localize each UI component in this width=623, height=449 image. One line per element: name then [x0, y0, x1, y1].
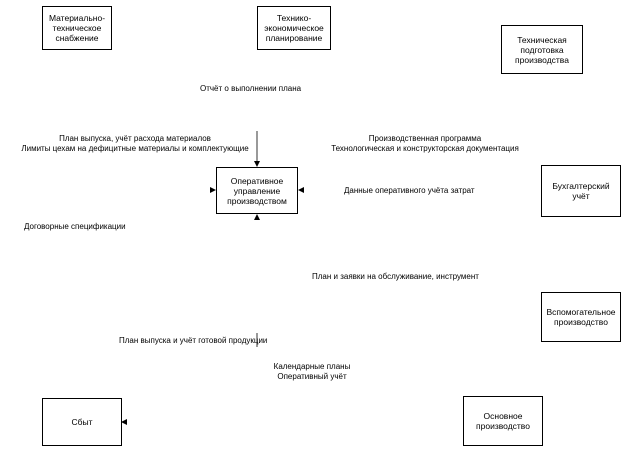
label-report: Отчёт о выполнении плана — [200, 84, 302, 93]
label-service-plan: План и заявки на обслуживание, инструмент — [312, 272, 479, 281]
box-vsp — [541, 292, 621, 342]
label-calendar: Календарные планы Оперативный учёт — [273, 362, 351, 381]
box-vsp-label: Вспомогательное производство — [546, 307, 616, 327]
box-oup-label: Оперативное управление производством — [227, 175, 287, 206]
label-contracts: Договорные спецификации — [24, 222, 126, 231]
box-buh-label: Бухгалтерский учёт — [552, 181, 610, 201]
label-cost-data: Данные оперативного учёта затрат — [344, 186, 475, 195]
arrow-bottom — [254, 214, 260, 220]
box-osn-label: Основное производство — [476, 411, 530, 431]
label-finished-goods: План выпуска и учёт готовой продукции — [119, 336, 268, 345]
box-tep — [257, 6, 331, 50]
box-tpp-label: Техническая подготовка производства — [515, 34, 569, 65]
label-prod-program: Производственная программа Технологическая и конструкторская документация — [331, 134, 519, 153]
box-oup — [216, 167, 298, 214]
box-mts-label: Материально- техническое снабжение — [48, 13, 106, 43]
box-sbyt-label: Сбыт — [71, 417, 93, 427]
box-tep-label: Технико- экономическое планирование — [264, 13, 324, 43]
box-buh — [541, 165, 621, 217]
box-mts — [42, 6, 112, 50]
arrow-right — [298, 187, 304, 193]
box-sbyt — [42, 398, 122, 446]
box-osn — [463, 396, 543, 446]
label-release-plan: План выпуска, учёт расхода материалов Лимиты цехам на дефицитные материалы и комплектующие — [21, 134, 249, 153]
box-tpp — [501, 25, 583, 74]
